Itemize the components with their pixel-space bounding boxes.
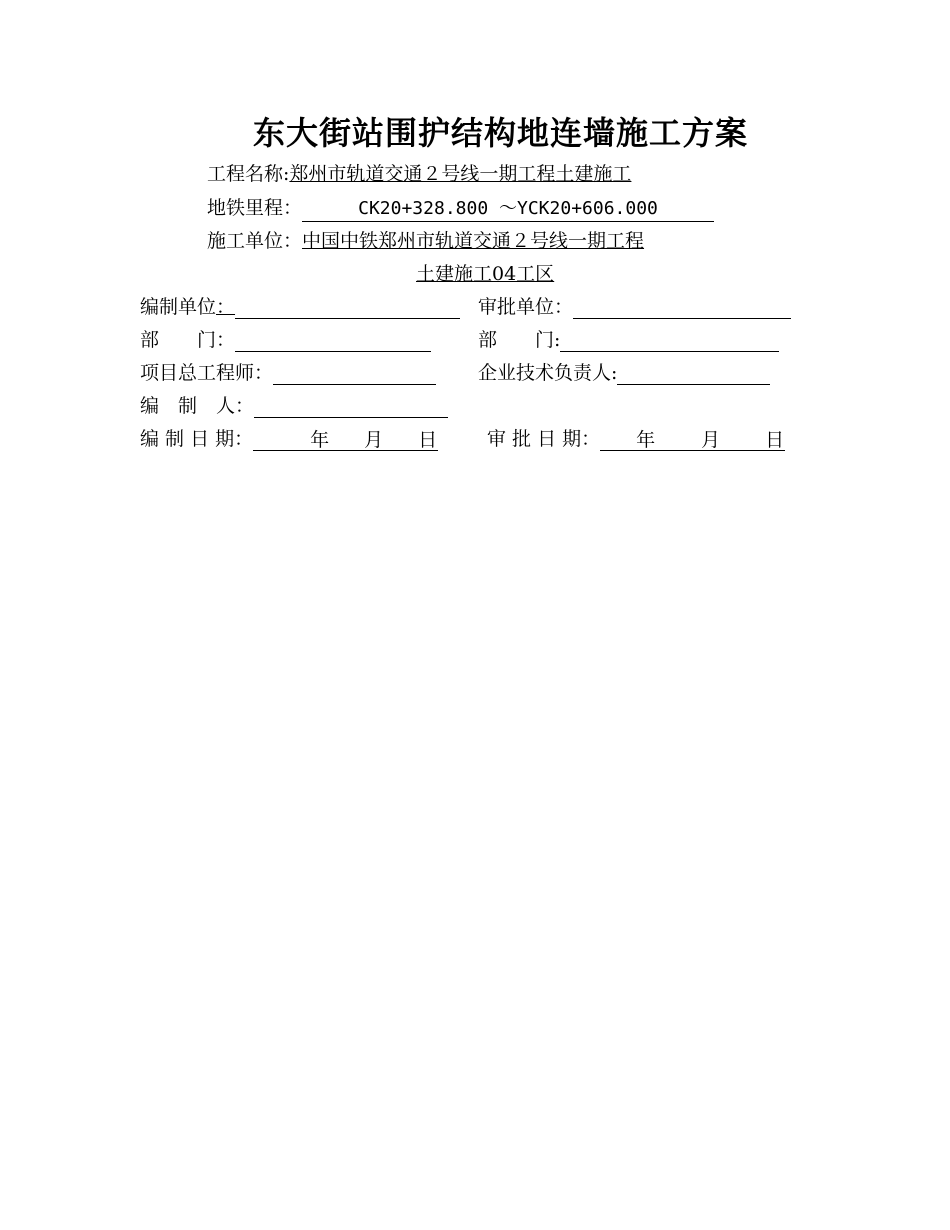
approve-date-field xyxy=(600,428,785,451)
construction-unit-label: 施工单位： xyxy=(207,230,303,252)
construction-unit-row2 xyxy=(416,262,586,286)
approve-date-label: 审 批 日 期： xyxy=(487,428,601,450)
approve-date-year: 年 xyxy=(636,429,656,451)
construction-unit-row xyxy=(207,229,725,253)
mileage-value: CK20+328.800 ～YCK20+606.000 xyxy=(302,197,714,222)
chief-engineer-label: 项目总工程师： xyxy=(140,362,274,384)
compile-date-month: 月 xyxy=(364,429,384,451)
compile-unit-label: 编制单位 xyxy=(140,296,217,318)
approve-unit-row xyxy=(478,295,791,319)
approve-unit-blank xyxy=(573,298,791,319)
tech-head-blank xyxy=(617,364,770,385)
compile-date-field xyxy=(253,428,438,451)
chief-engineer-blank xyxy=(273,364,436,385)
compile-unit-colon: ： xyxy=(216,296,236,318)
approve-date-row xyxy=(487,427,785,451)
construction-unit-value-line2: 土建施工04工区 xyxy=(416,263,555,285)
project-name-row xyxy=(207,162,712,186)
mileage-label: 地铁里程： xyxy=(207,197,303,219)
chief-engineer-row xyxy=(140,361,436,385)
project-name-value: 郑州市轨道交通２号线一期工程土建施工 xyxy=(289,163,632,185)
dept-right-blank xyxy=(560,331,779,352)
document-title: 东大街站围护结构地连墙施工方案 xyxy=(253,114,749,152)
tech-head-row xyxy=(478,361,770,385)
mileage-row xyxy=(207,196,714,222)
compile-unit-blank xyxy=(235,298,460,319)
compiler-label: 编 制 人： xyxy=(140,395,255,417)
compiler-blank xyxy=(254,397,448,418)
compile-date-day: 日 xyxy=(418,429,438,451)
compile-date-row xyxy=(140,427,438,451)
compile-unit-row xyxy=(140,295,460,319)
dept-left-row xyxy=(140,328,431,352)
dept-right-label: 部 门: xyxy=(478,329,561,351)
compile-date-label: 编 制 日 期： xyxy=(140,428,254,450)
approve-unit-label: 审批单位： xyxy=(478,296,574,318)
project-name-label: 工程名称: xyxy=(207,163,290,185)
construction-unit-value: 中国中铁郑州市轨道交通２号线一期工程 xyxy=(302,230,645,252)
dept-left-blank xyxy=(235,331,431,352)
tech-head-label: 企业技术负责人: xyxy=(478,362,618,384)
approve-date-day: 日 xyxy=(765,429,785,451)
dept-right-row xyxy=(478,328,779,352)
dept-left-label: 部 门： xyxy=(140,329,236,351)
compiler-row xyxy=(140,394,448,418)
approve-date-month: 月 xyxy=(701,429,721,451)
compile-date-year: 年 xyxy=(310,429,330,451)
